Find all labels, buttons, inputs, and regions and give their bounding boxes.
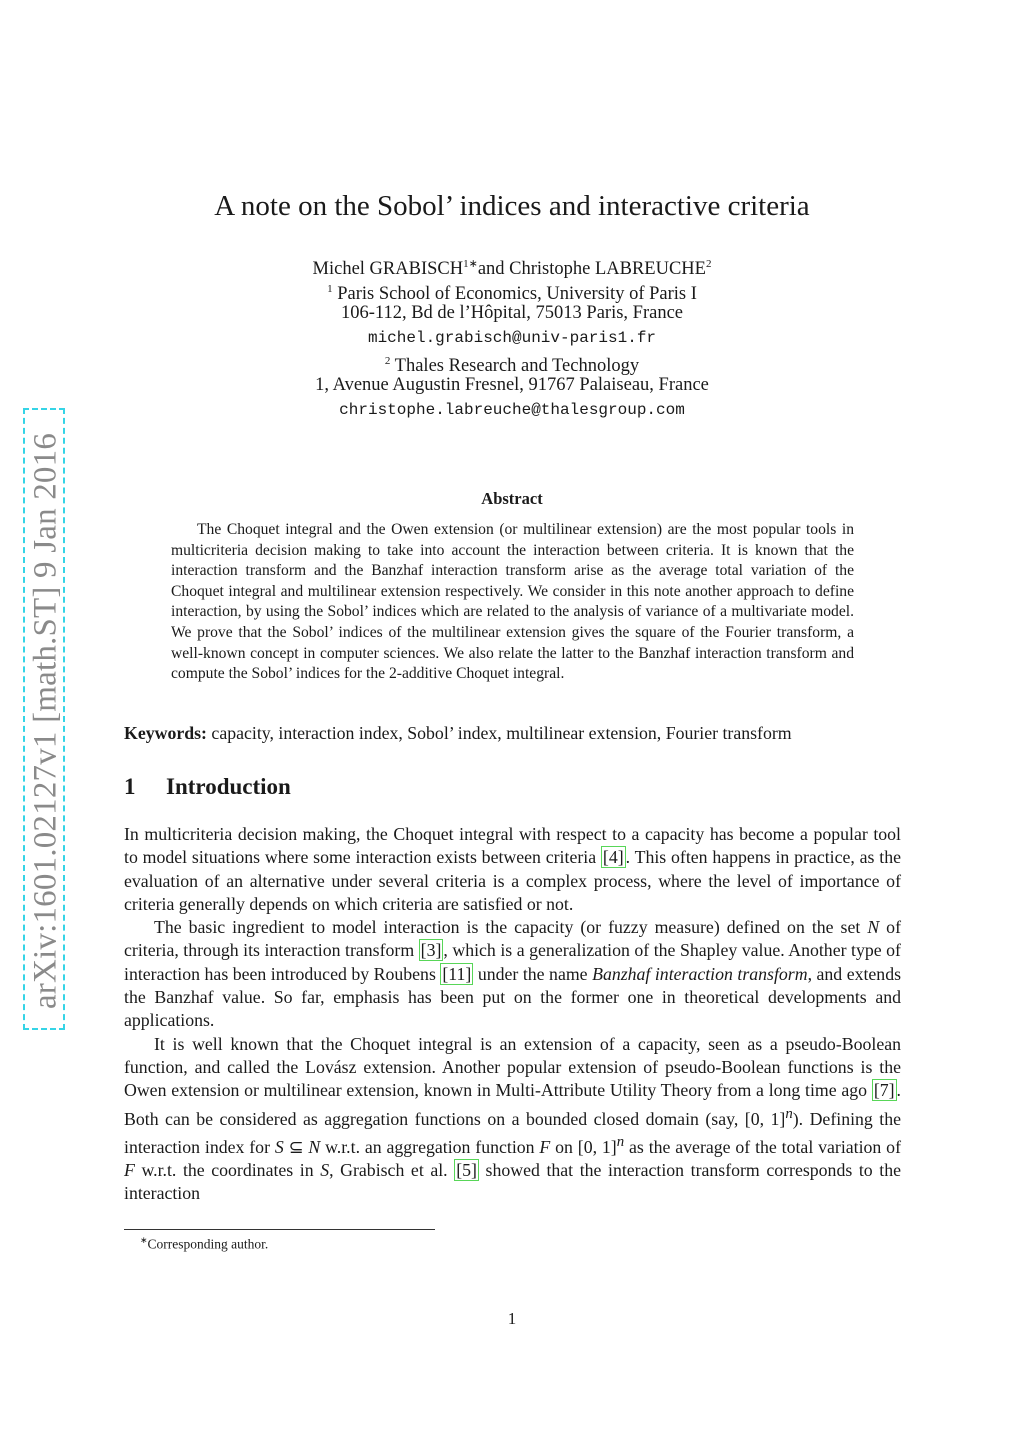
citation-5[interactable]: [5] (456, 1160, 477, 1180)
intro-paragraph-3: It is well known that the Choquet integral is an extension of a capacity, seen as a pseudo-Boolean function, and called the Lovász extension. Another popular extension of pseudo-Boolean functions is the Owen extension or multilinear extension, known in Multi-Attribute Utility Theory from a long time ago [7] . Both can be considered as aggregation functions on a bounded closed domain (say, [0, 1]$^n$). Defining the interaction index for S ⊆ N w.r.t. an aggregation function F on [0, 1]$^n$ as the average of the total variation of F w.r.t. the coordinates in S, Grabisch et al. [5] showed that the interaction transform corresponds to the interaction (124, 1033, 902, 1204)
footnote-rule (124, 1229, 435, 1230)
arxiv-stamp-text: arXiv:1601.02127v1 [math.ST] 9 Jan 2016 (27, 432, 64, 1010)
affiliation-2-address: 1, Avenue Augustin Fresnel, 91767 Palaiseau, France (315, 375, 709, 395)
affiliation-2-email[interactable]: christophe.labreuche@thalesgroup.com (339, 401, 685, 419)
affiliation-2-name: $^2$ Thales Research and Technology (384, 355, 640, 376)
intro-paragraph-1: In multicriteria decision making, the Choquet integral with respect to a capacity has become a popular tool to model situations where some interaction exists between criteria [4] . This often happens in practice, as the evaluation of an alternative under several criteria is a complex process, where the level of importance of criteria generally depends on which criteria are satisfied or not. (124, 824, 901, 914)
affiliation-1-name: $^1$ Paris School of Economics, University of Paris I (327, 283, 697, 304)
abstract-heading: Abstract (481, 489, 543, 508)
citation-11[interactable]: [11] (442, 963, 472, 984)
section-title: Introduction (166, 774, 291, 799)
author-1-marks: 1∗ (463, 258, 478, 270)
affiliation-1-address: 106-112, Bd de l’Hôpital, 75013 Paris, France (340, 303, 684, 323)
keywords-text: capacity, interaction index, Sobol’ index, multilinear extension, Fourier transform (211, 723, 792, 743)
keywords-label: Keywords: (124, 723, 207, 743)
banzhaf-term: Banzhaf interaction transform (592, 963, 808, 984)
intro-paragraph-2: The basic ingredient to model interaction is the capacity (or fuzzy measure) defined on the set N of criteria, through its interaction transform [3] , which is a generalization of the Shapley value. Another type of interaction has been introduced by Roubens [11] under the name Banzhaf interaction transform, and extends the Banzhaf value. So far, emphasis has been put on the former one in theoretical developments and applications. (124, 917, 902, 1031)
citation-4[interactable]: [4] (602, 847, 624, 868)
footnote-mark: ∗ (140, 1235, 148, 1245)
affiliation-1-email[interactable]: michel.grabisch@univ-paris1.fr (367, 329, 657, 347)
paper-title: A note on the Sobol’ indices and interactive criteria (214, 190, 810, 222)
citation-7[interactable]: [7] (873, 1080, 895, 1101)
keywords (124, 722, 904, 744)
author-2-mark: 2 (705, 258, 712, 270)
abstract-text: The Choquet integral and the Owen extension (or multilinear extension) are the most popular tools in multicriteria decision making to take into account the interaction between criteria. It is known that the interaction transform and the Banzhaf interaction transform arise as the average total variation of the Choquet integral and multilinear extension respectively. We consider in this note another approach to define interaction, by using the Sobol’ indices which are related to the analysis of variance of a multivariate model. We prove that the Sobol’ indices of the multilinear extension gives the square of the Fourier transform, a well-known concept in computer sciences. We also relate the latter to the Banzhaf interaction transform and compute the Sobol’ indices for the 2-additive Choquet integral. (171, 521, 854, 683)
author-1: Michel GRABISCH (312, 259, 464, 279)
abstract-body (171, 520, 854, 685)
author-2: and Christophe LABREUCHE (477, 259, 706, 279)
citation-3[interactable]: [3] (420, 940, 442, 961)
footnote (140, 1235, 268, 1253)
footnote-text: Corresponding author. (147, 1236, 269, 1252)
introduction-body (124, 823, 901, 1206)
section-number: 1 (124, 774, 136, 799)
page-number: 1 (507, 1309, 517, 1328)
section-heading (124, 774, 291, 800)
